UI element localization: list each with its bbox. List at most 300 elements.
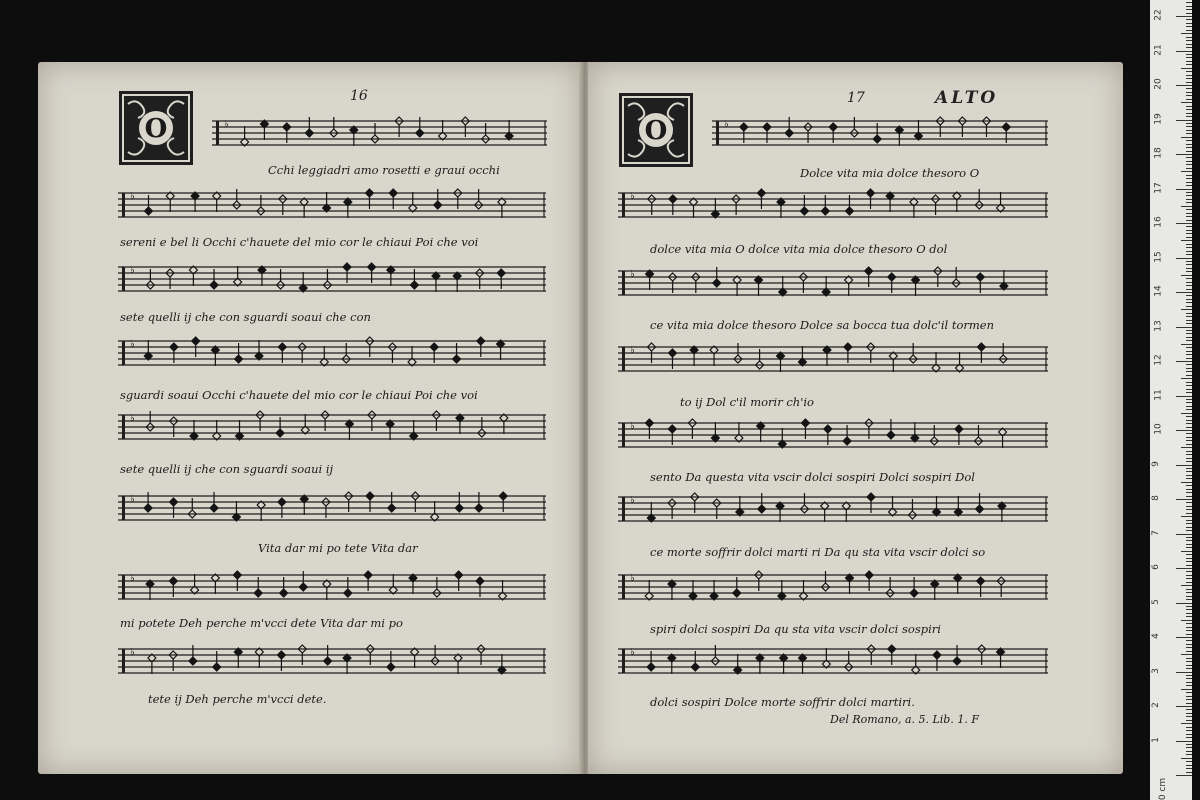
staff-right-8 [618,640,1048,682]
ruler-number: 2 [1150,702,1161,708]
ruler-tick [1186,399,1192,400]
svg-text:♭: ♭ [630,573,635,584]
svg-text:♭: ♭ [130,265,135,276]
staff-left-7 [118,566,546,608]
ruler-tick [1186,302,1192,303]
ruler-tick [1186,216,1192,217]
svg-text:♭: ♭ [130,647,135,658]
ruler-number: 8 [1150,495,1161,501]
staff-left-8 [118,640,546,682]
svg-text:♭: ♭ [130,339,135,350]
ruler-tick [1176,637,1192,638]
staff-left-6 [118,487,546,529]
staff-left-4 [118,332,546,374]
ruler-tick [1176,51,1192,52]
ruler-tick [1186,192,1192,193]
ruler-number: 18 [1153,147,1164,159]
ruler-tick [1186,351,1192,352]
staff-right-2 [618,184,1048,226]
ruler-tick [1186,26,1192,27]
ruler-tick [1181,654,1192,655]
ruler-tick [1181,33,1192,34]
ruler-tick [1186,161,1192,162]
ruler-tick [1181,309,1192,310]
ruler-tick [1186,761,1192,762]
ruler-tick [1186,616,1192,617]
ruler-tick [1181,585,1192,586]
ruler-tick [1186,30,1192,31]
ruler-tick [1186,133,1192,134]
ruler-tick [1186,720,1192,721]
ruler-tick [1181,171,1192,172]
ruler-tick [1186,772,1192,773]
ruler-tick [1176,154,1192,155]
ruler-tick [1186,520,1192,521]
ruler-tick [1176,741,1192,742]
ruler-tick [1186,416,1192,417]
ruler-tick [1186,668,1192,669]
ruler-tick [1186,82,1192,83]
ruler-tick [1186,233,1192,234]
ruler-tick [1186,285,1192,286]
ruler-tick [1186,330,1192,331]
svg-text:♭: ♭ [630,191,635,202]
ruler-number: 4 [1150,633,1161,639]
svg-text:♭: ♭ [130,494,135,505]
ruler-tick [1176,361,1192,362]
staff-left-2 [118,184,546,226]
ruler-tick [1186,333,1192,334]
ruler-tick [1186,220,1192,221]
ruler-tick [1186,737,1192,738]
lyric-left-5: sete quelli ij che con sguardi soaui ij [120,462,334,476]
ruler-tick [1181,551,1192,552]
ruler-tick [1186,544,1192,545]
ruler-tick [1181,447,1192,448]
ruler-tick [1186,630,1192,631]
ruler-tick [1186,151,1192,152]
ruler-tick [1186,540,1192,541]
ruler-tick [1186,468,1192,469]
ruler-tick [1186,289,1192,290]
ruler-tick [1186,306,1192,307]
ruler-tick [1186,2,1192,3]
ruler-tick [1186,527,1192,528]
svg-text:♭: ♭ [130,191,135,202]
ruler-tick [1186,47,1192,48]
ruler-tick [1186,37,1192,38]
ruler-tick [1186,547,1192,548]
ruler-tick [1186,75,1192,76]
lyric-left-6: Vita dar mi po tete Vita dar [258,541,418,555]
lyric-right-4: to ij Dol c'il morir ch'io [680,395,814,409]
ruler-tick [1186,88,1192,89]
colophon: Del Romano, a. 5. Lib. 1. F [830,713,979,726]
ruler-tick [1186,337,1192,338]
ruler-tick [1181,378,1192,379]
ruler-tick [1186,195,1192,196]
staff-right-5 [618,414,1048,456]
ruler-tick [1186,675,1192,676]
ruler-tick [1176,327,1192,328]
svg-text:♭: ♭ [130,413,135,424]
ruler-tick [1186,278,1192,279]
ruler-tick [1186,502,1192,503]
ruler-tick [1186,109,1192,110]
ruler-tick [1186,313,1192,314]
staff-right-7 [618,566,1048,608]
ruler-tick [1181,206,1192,207]
ruler-tick [1186,44,1192,45]
ruler-tick [1176,775,1192,776]
ruler-tick [1186,427,1192,428]
ruler-tick [1176,568,1192,569]
staff-left-5 [118,406,546,448]
ruler-tick [1186,647,1192,648]
staff-left-1 [212,112,547,154]
ruler-tick [1186,213,1192,214]
ruler-tick [1186,199,1192,200]
ruler-tick [1176,534,1192,535]
lyric-right-7: spiri dolci sospiri Da qu sta vita vscir dolci sospiri [650,622,941,636]
svg-text:♭: ♭ [724,119,729,130]
lyric-right-8: dolci sospiri Dolce morte soffrir dolci martiri. [650,695,915,709]
ruler-tick [1186,685,1192,686]
svg-text:♭: ♭ [130,573,135,584]
ruler-tick [1186,475,1192,476]
ruler-tick [1186,730,1192,731]
ruler-tick [1186,244,1192,245]
ruler-tick [1186,264,1192,265]
ruler-tick [1186,71,1192,72]
ruler-tick [1186,627,1192,628]
ruler-number: 21 [1153,43,1164,56]
ruler-tick [1186,537,1192,538]
ruler-number: 16 [1153,216,1164,228]
lyric-right-5: sento Da questa vita vscir dolci sospiri Dolci sospiri Dol [650,470,975,484]
ruler-tick [1181,413,1192,414]
ruler-tick [1186,113,1192,114]
ruler-tick [1186,699,1192,700]
ruler-tick [1186,144,1192,145]
ruler-tick [1186,592,1192,593]
ruler-number: 12 [1153,354,1164,366]
ruler-tick [1186,347,1192,348]
ruler-tick [1186,471,1192,472]
ruler-tick [1186,744,1192,745]
ruler-tick [1186,754,1192,755]
staff-right-6 [618,488,1048,530]
ruler-tick [1186,765,1192,766]
ruler-tick [1186,147,1192,148]
ruler-tick [1186,140,1192,141]
ruler-tick [1186,271,1192,272]
ruler-tick [1181,620,1192,621]
ruler-tick [1181,240,1192,241]
ruler-tick [1186,320,1192,321]
ruler-number: 17 [1153,181,1164,194]
ruler-tick [1186,506,1192,507]
ruler-tick [1176,85,1192,86]
ruler-tick [1186,454,1192,455]
staff-right-4 [618,338,1048,380]
ruler-tick [1186,509,1192,510]
ruler-tick [1186,420,1192,421]
ruler-tick [1186,385,1192,386]
ruler-tick [1186,571,1192,572]
lyric-right-1: Dolce vita mia dolce thesoro O [800,166,980,180]
ruler-tick [1186,703,1192,704]
ruler-number: 13 [1153,319,1164,332]
staff-right-1 [712,112,1048,154]
right-initial-letter: O [644,116,668,146]
right-page-number: 17 [847,90,865,106]
ruler-tick [1186,575,1192,576]
ruler-tick [1176,603,1192,604]
svg-text:♭: ♭ [224,119,229,130]
ruler-tick [1176,396,1192,397]
ruler-tick [1186,578,1192,579]
ruler-tick [1186,299,1192,300]
ruler-tick [1186,554,1192,555]
ruler-tick [1186,92,1192,93]
ruler-tick [1186,609,1192,610]
ruler-tick [1186,496,1192,497]
ruler-tick [1176,706,1192,707]
ruler-tick [1176,258,1192,259]
ruler-tick [1186,61,1192,62]
ruler-number: 9 [1150,460,1161,467]
ruler-tick [1186,485,1192,486]
lyric-left-2: sereni e bel li Occhi c'hauete del mio cor le chiaui Poi che voi [120,235,479,249]
ruler-tick [1181,68,1192,69]
ruler-tick [1186,340,1192,341]
ruler-tick [1186,582,1192,583]
ruler-tick [1186,237,1192,238]
ruler-tick [1186,751,1192,752]
left-decorated-initial [118,90,194,166]
staff-right-3 [618,262,1048,304]
ruler-tick [1186,389,1192,390]
ruler-tick [1186,478,1192,479]
ruler-tick [1186,734,1192,735]
ruler-tick [1186,523,1192,524]
ruler-tick [1176,292,1192,293]
ruler-tick [1186,99,1192,100]
ruler-tick [1176,189,1192,190]
ruler-tick [1176,672,1192,673]
ruler-tick [1186,230,1192,231]
ruler-tick [1186,644,1192,645]
ruler-tick [1186,168,1192,169]
ruler-tick [1186,13,1192,14]
ruler-tick [1186,226,1192,227]
ruler-tick [1186,513,1192,514]
ruler-tick [1186,157,1192,158]
svg-text:♭: ♭ [630,345,635,356]
ruler-tick [1186,606,1192,607]
ruler-tick [1181,689,1192,690]
ruler-tick [1186,665,1192,666]
ruler-tick [1186,54,1192,55]
left-page-number: 16 [350,88,368,104]
ruler-tick [1186,727,1192,728]
ruler-tick [1186,440,1192,441]
ruler-tick [1186,682,1192,683]
ruler-tick [1186,254,1192,255]
ruler-number: 22 [1153,9,1164,21]
lyric-left-8: tete ij Deh perche m'vcci dete. [148,692,327,706]
ruler-tick [1186,19,1192,20]
ruler-tick [1186,561,1192,562]
ruler-tick [1186,164,1192,165]
ruler-tick [1186,530,1192,531]
svg-text:♭: ♭ [630,495,635,506]
ruler-tick [1186,130,1192,131]
ruler-tick [1186,95,1192,96]
ruler-tick [1186,40,1192,41]
ruler-tick [1186,596,1192,597]
ruler-tick [1186,371,1192,372]
ruler-number: 20 [1153,78,1164,90]
ruler-tick [1186,678,1192,679]
voice-part-label: ALTO [935,88,999,108]
ruler-tick [1186,295,1192,296]
ruler-tick [1176,465,1192,466]
ruler-number: 1 [1150,736,1161,743]
ruler-tick [1186,492,1192,493]
ruler-tick [1186,209,1192,210]
ruler-tick [1186,444,1192,445]
ruler-tick [1186,178,1192,179]
ruler-tick [1186,558,1192,559]
ruler-tick [1186,282,1192,283]
ruler-tick [1186,268,1192,269]
left-initial-letter: O [144,114,168,144]
ruler-unit-label: 0 cm [1158,777,1169,800]
ruler-number: 3 [1150,667,1161,674]
ruler-tick [1186,599,1192,600]
lyric-right-6: ce morte soffrir dolci marti ri Da qu sta vita vscir dolci so [650,545,986,559]
staff-left-3 [118,258,546,300]
ruler-tick [1186,658,1192,659]
ruler-tick [1186,461,1192,462]
ruler-tick [1186,261,1192,262]
measurement-ruler [1150,0,1192,800]
ruler-tick [1186,458,1192,459]
ruler-tick [1181,723,1192,724]
ruler-tick [1186,709,1192,710]
ruler-tick [1186,747,1192,748]
ruler-tick [1186,6,1192,7]
ruler-tick [1186,406,1192,407]
ruler-tick [1186,123,1192,124]
svg-text:♭: ♭ [630,647,635,658]
ruler-number: 14 [1153,285,1164,297]
ruler-tick [1186,247,1192,248]
lyric-left-3: sete quelli ij che con sguardi soaui che con [120,310,371,324]
ruler-tick [1186,651,1192,652]
ruler-tick [1176,223,1192,224]
svg-text:♭: ♭ [630,269,635,280]
ruler-tick [1181,516,1192,517]
ruler-tick [1186,692,1192,693]
ruler-tick [1186,175,1192,176]
ruler-number: 6 [1150,564,1161,570]
lyric-left-4: sguardi soaui Occhi c'hauete del mio cor le chiaui Poi che voi [120,388,478,402]
ruler-tick [1186,364,1192,365]
ruler-tick [1186,323,1192,324]
ruler-tick [1186,185,1192,186]
ruler-tick [1186,316,1192,317]
ruler-tick [1181,137,1192,138]
ruler-tick [1186,382,1192,383]
ruler-tick [1186,623,1192,624]
ruler-number: 15 [1153,250,1164,263]
ruler-number: 7 [1150,529,1161,536]
ruler-tick [1186,64,1192,65]
ruler-tick [1186,392,1192,393]
right-decorated-initial [618,92,694,168]
lyric-right-2: dolce vita mia O dolce vita mia dolce thesoro O dol [650,242,948,256]
ruler-tick [1186,9,1192,10]
ruler-tick [1186,251,1192,252]
ruler-tick [1186,640,1192,641]
ruler-tick [1186,402,1192,403]
ruler-tick [1186,565,1192,566]
ruler-tick [1186,451,1192,452]
svg-text:♭: ♭ [630,421,635,432]
ruler-tick [1186,437,1192,438]
ruler-tick [1176,430,1192,431]
lyric-left-1: Cchi leggiadri amo rosetti e graui occhi [268,163,500,177]
ruler-tick [1186,368,1192,369]
ruler-tick [1186,768,1192,769]
ruler-tick [1176,499,1192,500]
ruler-number: 11 [1153,388,1164,401]
ruler-tick [1186,354,1192,355]
ruler-tick [1186,106,1192,107]
lyric-left-7: mi potete Deh perche m'vcci dete Vita dar mi po [120,616,403,630]
ruler-tick [1186,182,1192,183]
ruler-tick [1186,358,1192,359]
ruler-tick [1186,375,1192,376]
ruler-tick [1186,126,1192,127]
ruler-tick [1186,23,1192,24]
ruler-tick [1181,482,1192,483]
ruler-tick [1186,57,1192,58]
ruler-tick [1186,202,1192,203]
ruler-tick [1186,661,1192,662]
ruler-tick [1176,120,1192,121]
ruler-tick [1181,344,1192,345]
ruler-tick [1181,758,1192,759]
ruler-tick [1186,696,1192,697]
ruler-tick [1186,433,1192,434]
ruler-tick [1186,423,1192,424]
ruler-number: 10 [1153,423,1164,435]
ruler-tick [1186,78,1192,79]
ruler-tick [1186,489,1192,490]
ruler-tick [1186,716,1192,717]
ruler-tick [1186,634,1192,635]
ruler-number: 19 [1153,112,1164,125]
ruler-number: 5 [1150,598,1161,605]
ruler-tick [1186,613,1192,614]
ruler-tick [1186,589,1192,590]
ruler-tick [1181,275,1192,276]
ruler-tick [1176,16,1192,17]
